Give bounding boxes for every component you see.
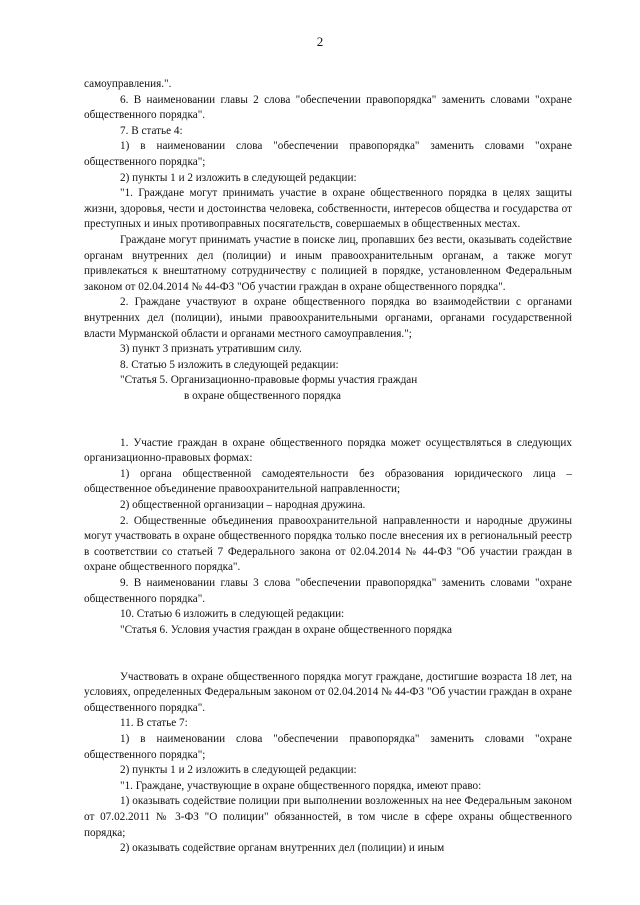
paragraph: 8. Статью 5 изложить в следующей редакции: xyxy=(120,358,339,371)
paragraph: 1) органа общественной самодеятельности без образования юридического лица – общественное объединение правоохранительной направленности; xyxy=(84,467,572,496)
spacer xyxy=(84,420,572,436)
paragraph: 2) общественной организации – народная дружина. xyxy=(120,499,366,512)
article-5-title-continuation: в охране общественного порядка xyxy=(184,389,341,402)
paragraph: 2. Общественные объединения правоохранительной направленности и народные дружины могут участвовать в охране общественного порядка только после внесения их в региональный реестр в соответствии со статьей 7 Федерального закона от 02.04.2014 № 44-ФЗ "Об участии граждан в охране общественного порядка". xyxy=(84,514,572,574)
paragraph: 2. Граждане участвуют в охране общественного порядка во взаимодействии с органами внутренних дел (полиции), иными правоохранительными органами, органами государственной власти Мурманской области и органами местного самоуправления."; xyxy=(84,296,572,340)
paragraph: 1) в наименовании слова "обеспечении правопорядка" заменить словами "охране общественного порядка"; xyxy=(84,140,572,168)
paragraph: "1. Граждане, участвующие в охране общественного порядка, имеют право: xyxy=(120,779,482,792)
paragraph: 10. Статью 6 изложить в следующей редакции: xyxy=(120,608,345,621)
paragraph: 1) оказывать содействие полиции при выполнении возложенных на нее Федеральным законом от 07.02.2011 № 3-ФЗ "О полиции" обязанностей, в том числе в сфере охраны общественного порядка; xyxy=(84,795,572,839)
document-body xyxy=(84,77,572,857)
paragraph: 6. В наименовании главы 2 слова "обеспечении правопорядка" заменить словами "охране общественного порядка". xyxy=(84,93,572,122)
spacer xyxy=(84,638,572,654)
page-number: 2 xyxy=(316,34,324,49)
paragraph: 7. В статье 4: xyxy=(120,124,183,137)
paragraph: 2) пункты 1 и 2 изложить в следующей редакции: xyxy=(120,171,357,184)
paragraph: Участвовать в охране общественного порядка могут граждане, достигшие возраста 18 лет, на условиях, определенных Федеральным законом от 02.04.2014 № 44-ФЗ "Об участии граждан в охране общественного порядка". xyxy=(84,670,572,714)
paragraph: самоуправления.". xyxy=(84,78,172,90)
paragraph: 3) пункт 3 признать утратившим силу. xyxy=(120,343,302,356)
paragraph: 11. В статье 7: xyxy=(120,717,188,730)
spacer xyxy=(84,654,572,670)
paragraph: 2) оказывать содействие органам внутренних дел (полиции) и иным xyxy=(120,842,445,855)
paragraph: 9. В наименовании главы 3 слова "обеспечении правопорядка" заменить словами "охране общественного порядка". xyxy=(84,577,572,605)
paragraph: 1) в наименовании слова "обеспечении правопорядка" заменить словами "охране общественного порядка"; xyxy=(84,732,572,761)
paragraph: 2) пункты 1 и 2 изложить в следующей редакции: xyxy=(120,764,357,777)
article-5-title: "Статья 5. Организационно-правовые формы участия граждан xyxy=(120,374,418,387)
paragraph: 1. Участие граждан в охране общественного порядка может осуществляться в следующих организационно-правовых формах: xyxy=(84,436,572,465)
paragraph: Граждане могут принимать участие в поиске лиц, пропавших без вести, оказывать содействие органам внутренних дел (полиции) и иным правоохранительным органам, а также могут привлекаться к внештатному сотрудничеству с полицией в порядке, установленном Федеральным законом от 02.04.2014 № 44-ФЗ "Об участии граждан в охране общественного порядка". xyxy=(84,233,572,293)
spacer xyxy=(84,404,572,420)
paragraph: "1. Граждане могут принимать участие в охране общественного порядка в целях защиты жизни, здоровья, чести и достоинства человека, собственности, интересов общества и государства от преступных и иных противоправных посягательств, совершаемых в общественных местах. xyxy=(84,187,572,231)
article-6-title: "Статья 6. Условия участия граждан в охране общественного порядка xyxy=(120,623,452,636)
